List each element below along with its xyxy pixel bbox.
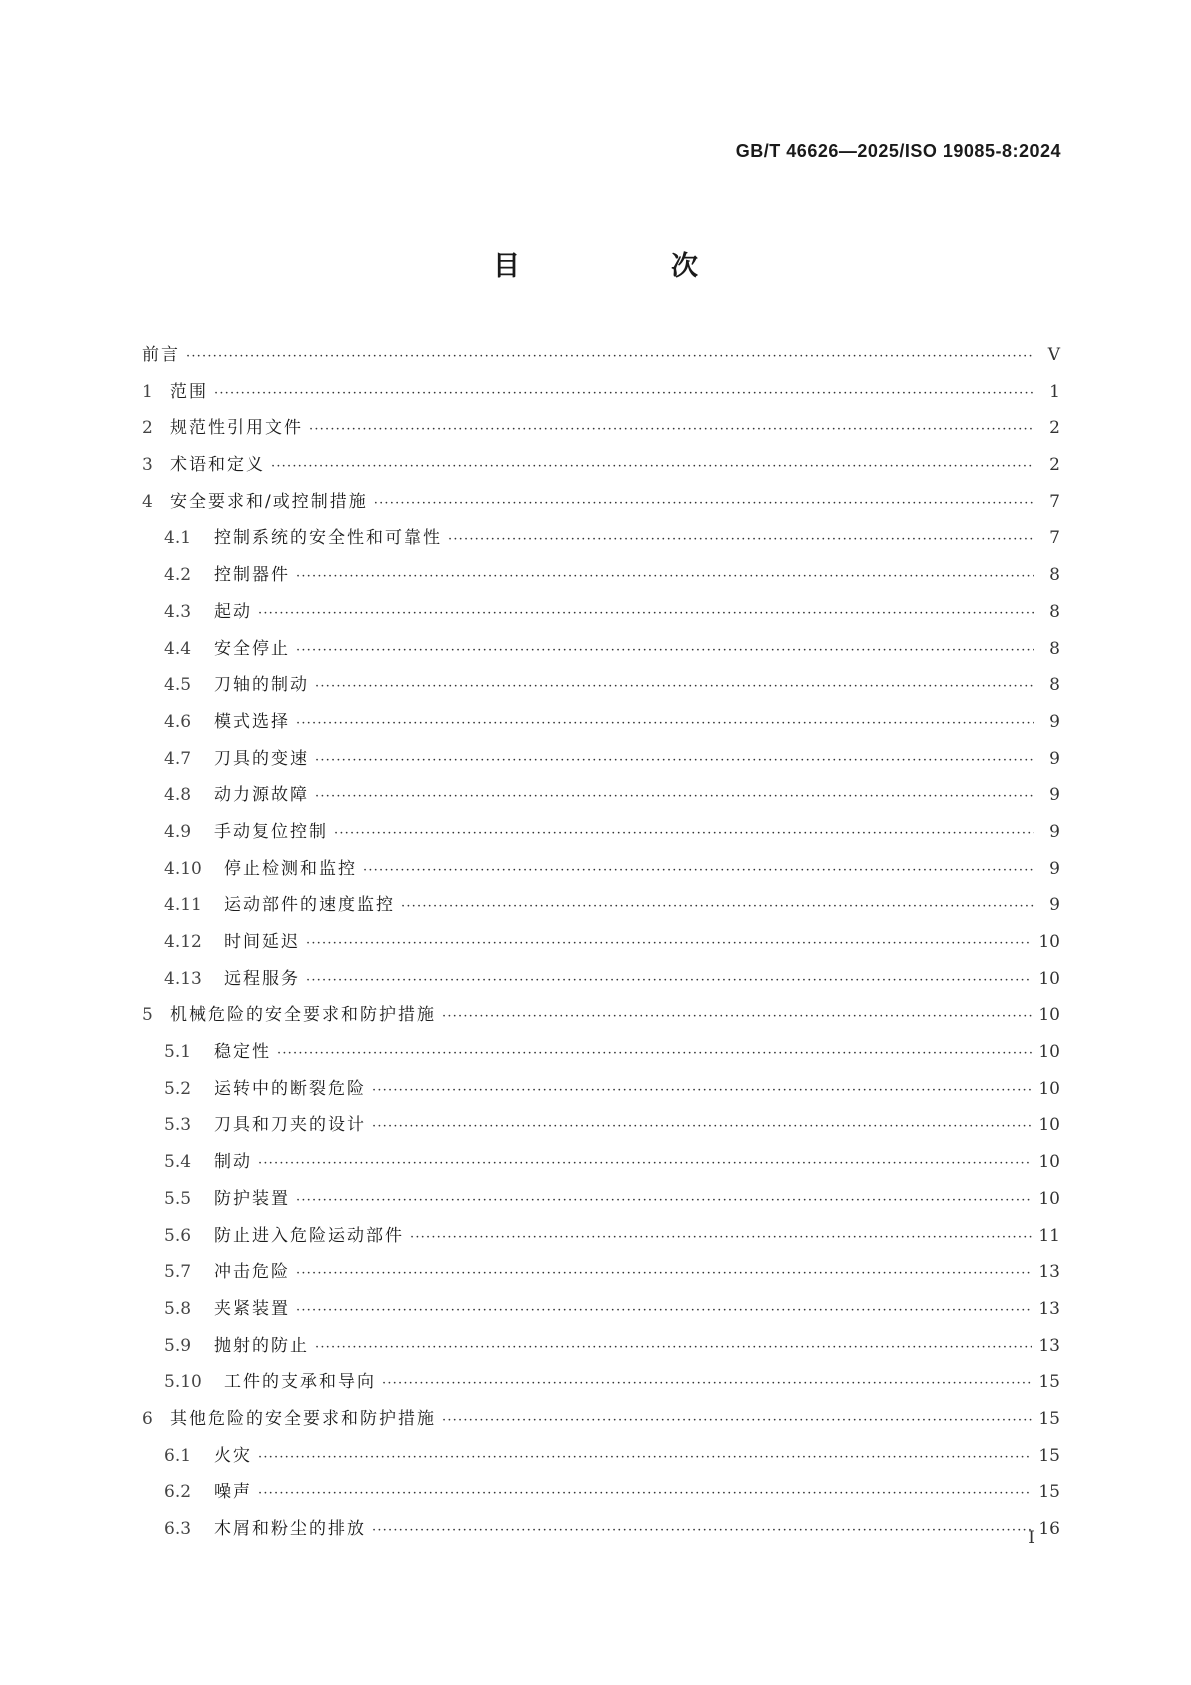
toc-leader-dots [214, 386, 1034, 401]
toc-entry[interactable] [142, 1037, 1060, 1074]
toc-entry-label: 范围 [170, 381, 208, 402]
toc-entry-label: 时间延迟 [224, 932, 300, 952]
toc-entry-page: 9 [1049, 821, 1060, 842]
toc-entry-number: 5.9 [164, 1335, 192, 1356]
toc-leader-dots [315, 753, 1034, 768]
toc-leader-dots [372, 1119, 1032, 1134]
toc-entry[interactable] [142, 413, 1060, 450]
toc-entry[interactable] [142, 744, 1060, 781]
toc-entry-label: 其他危险的安全要求和防护措施 [170, 1408, 436, 1429]
toc-entry-page: 10 [1038, 1078, 1060, 1099]
toc-entry-number: 4.4 [164, 638, 192, 659]
toc-entry-label: 工件的支承和导向 [224, 1372, 376, 1393]
toc-entry-label: 规范性引用文件 [170, 418, 303, 439]
toc-entry-label: 刀轴的制动 [214, 675, 309, 696]
toc-entry[interactable] [142, 854, 1060, 891]
toc-leader-dots [448, 532, 1034, 547]
toc-entry-label: 刀具和刀夹的设计 [214, 1115, 366, 1136]
toc-leader-dots [315, 789, 1034, 804]
toc-entry[interactable] [142, 1331, 1060, 1368]
toc-entry-number: 2 [142, 418, 153, 439]
toc-entry-page: 13 [1038, 1335, 1060, 1356]
toc-entry-label: 火灾 [214, 1445, 252, 1466]
toc-entry[interactable] [142, 964, 1060, 1001]
toc-entry-number: 4.7 [164, 748, 192, 769]
toc-entry-label: 噪声 [214, 1482, 252, 1503]
toc-entry-label: 控制器件 [214, 565, 290, 586]
toc-leader-dots [296, 716, 1034, 731]
toc-entry-page: 15 [1038, 1482, 1060, 1503]
toc-entry-number: 5.7 [164, 1262, 192, 1283]
toc-entry-label: 手动复位控制 [214, 821, 328, 842]
toc-leader-dots [442, 1413, 1032, 1428]
toc-leader-dots [296, 643, 1034, 658]
toc-entry-number: 4.13 [164, 968, 202, 989]
toc-entry-label: 前言 [142, 345, 180, 365]
toc-entry-number: 5.1 [164, 1042, 192, 1063]
toc-entry[interactable] [142, 1257, 1060, 1294]
toc-entry[interactable] [142, 377, 1060, 414]
toc-entry-page: 7 [1049, 528, 1060, 549]
toc-entry-page: 11 [1038, 1225, 1060, 1246]
toc-entry-page: 8 [1049, 601, 1060, 622]
toc-entry-number: 6.2 [164, 1482, 192, 1503]
toc-leader-dots [277, 1046, 1032, 1061]
toc-leader-dots [315, 1340, 1032, 1355]
toc-entry-page: 2 [1049, 455, 1060, 476]
toc-entry-page: 10 [1038, 1152, 1060, 1173]
toc-entry-number: 4.1 [164, 528, 192, 549]
toc-entry-label: 停止检测和监控 [224, 858, 357, 879]
toc-entry-page: 15 [1038, 1445, 1060, 1466]
toc-entry-number: 5.5 [164, 1188, 192, 1209]
toc-entry[interactable] [142, 1404, 1060, 1441]
toc-entry-label: 安全要求和/或控制措施 [170, 491, 368, 512]
toc-entry-page: 8 [1049, 638, 1060, 659]
table-of-contents [142, 340, 1060, 1551]
toc-leader-dots [334, 826, 1034, 841]
page-title: 目 次 [493, 251, 760, 282]
toc-entry-label: 动力源故障 [214, 785, 309, 806]
toc-entry-number: 4.9 [164, 821, 192, 842]
toc-entry-page: 10 [1038, 968, 1060, 989]
toc-leader-dots [410, 1230, 1032, 1245]
toc-entry-label: 夹紧装置 [214, 1298, 290, 1319]
toc-entry[interactable] [142, 1221, 1060, 1258]
toc-entry-number: 5.2 [164, 1078, 192, 1099]
toc-leader-dots [309, 422, 1034, 437]
toc-entry[interactable] [142, 1441, 1060, 1478]
toc-entry-page: 8 [1049, 565, 1060, 586]
toc-entry-page: 1 [1049, 381, 1060, 402]
toc-entry-number: 5.3 [164, 1115, 192, 1136]
toc-entry-page: 16 [1038, 1519, 1060, 1539]
toc-leader-dots [258, 1450, 1032, 1465]
toc-entry[interactable] [142, 450, 1060, 487]
toc-entry-page: 9 [1049, 711, 1060, 732]
toc-leader-dots [258, 606, 1034, 621]
toc-entry-label: 控制系统的安全性和可靠性 [214, 528, 442, 549]
toc-entry-page: 10 [1038, 1005, 1060, 1026]
toc-entry-label: 运转中的断裂危险 [214, 1078, 366, 1099]
toc-leader-dots [315, 679, 1034, 694]
toc-entry-number: 1 [142, 381, 153, 402]
toc-entry[interactable] [142, 1110, 1060, 1147]
toc-entry[interactable] [142, 634, 1060, 671]
toc-entry-number: 4.11 [164, 895, 202, 916]
toc-entry[interactable] [142, 927, 1060, 964]
toc-entry-page: 9 [1049, 895, 1060, 916]
toc-entry-page: 9 [1049, 858, 1060, 879]
toc-entry-page: 10 [1038, 1115, 1060, 1136]
toc-entry[interactable] [142, 1074, 1060, 1111]
toc-leader-dots [372, 1083, 1032, 1098]
toc-entry[interactable] [142, 707, 1060, 744]
toc-leader-dots [382, 1376, 1032, 1391]
toc-leader-dots [401, 899, 1034, 914]
toc-entry-label: 术语和定义 [170, 455, 265, 476]
toc-leader-dots [363, 863, 1034, 878]
toc-entry[interactable] [142, 560, 1060, 597]
toc-leader-dots [296, 1193, 1032, 1208]
toc-entry-label: 起动 [214, 601, 252, 622]
toc-entry[interactable] [142, 817, 1060, 854]
toc-leader-dots [296, 1303, 1032, 1318]
toc-entry-label: 运动部件的速度监控 [224, 895, 395, 916]
toc-leader-dots [258, 1486, 1032, 1501]
toc-entry-label: 制动 [214, 1152, 252, 1173]
toc-leader-dots [372, 1523, 1032, 1538]
toc-entry-label: 防护装置 [214, 1188, 290, 1209]
toc-entry-label: 稳定性 [214, 1042, 271, 1063]
standard-code: GB/T 46626—2025/ISO 19085-8:2024 [735, 141, 1061, 161]
toc-entry-number: 5.10 [164, 1372, 202, 1393]
toc-entry[interactable] [142, 780, 1060, 817]
toc-entry-page: 10 [1038, 1042, 1060, 1063]
toc-entry-page: V [1047, 345, 1060, 365]
toc-leader-dots [442, 1009, 1032, 1024]
toc-entry-page: 9 [1049, 785, 1060, 806]
toc-leader-dots [374, 496, 1034, 511]
toc-entry-label: 远程服务 [224, 968, 300, 989]
toc-entry[interactable] [142, 340, 1060, 377]
toc-entry-page: 7 [1049, 491, 1060, 512]
toc-entry-number: 4.12 [164, 932, 202, 952]
toc-entry-number: 4.5 [164, 675, 192, 696]
toc-entry-number: 3 [142, 455, 153, 476]
toc-entry-label: 模式选择 [214, 711, 290, 732]
toc-entry-page: 13 [1038, 1262, 1060, 1283]
toc-entry[interactable] [142, 1477, 1060, 1514]
toc-entry-label: 抛射的防止 [214, 1335, 309, 1356]
toc-entry-page: 13 [1038, 1298, 1060, 1319]
toc-entry[interactable] [142, 670, 1060, 707]
toc-entry-page: 10 [1038, 932, 1060, 952]
toc-leader-dots [258, 1156, 1032, 1171]
toc-entry-label: 刀具的变速 [214, 748, 309, 769]
toc-leader-dots [296, 569, 1034, 584]
toc-entry[interactable] [142, 890, 1060, 927]
toc-leader-dots [186, 349, 1034, 364]
toc-entry-number: 6.3 [164, 1519, 192, 1539]
toc-entry[interactable] [142, 487, 1060, 524]
toc-entry-label: 机械危险的安全要求和防护措施 [170, 1005, 436, 1026]
toc-entry-number: 5.6 [164, 1225, 192, 1246]
toc-leader-dots [296, 1266, 1032, 1281]
toc-leader-dots [271, 459, 1034, 474]
toc-entry-label: 安全停止 [214, 638, 290, 659]
toc-entry-number: 5.4 [164, 1152, 192, 1173]
toc-entry-number: 5 [142, 1005, 153, 1026]
toc-entry[interactable] [142, 1514, 1060, 1551]
toc-entry[interactable] [142, 1367, 1060, 1404]
toc-entry-label: 防止进入危险运动部件 [214, 1225, 404, 1246]
toc-entry-number: 4.8 [164, 785, 192, 806]
toc-entry-page: 15 [1038, 1372, 1060, 1393]
toc-entry-page: 9 [1049, 748, 1060, 769]
page-number: I [1028, 1528, 1035, 1548]
toc-entry[interactable] [142, 597, 1060, 634]
toc-entry-label: 冲击危险 [214, 1262, 290, 1283]
toc-entry-number: 4 [142, 491, 153, 512]
toc-entry[interactable] [142, 523, 1060, 560]
toc-entry[interactable] [142, 1147, 1060, 1184]
toc-entry-number: 4.3 [164, 601, 192, 622]
toc-entry-page: 10 [1038, 1188, 1060, 1209]
toc-entry-page: 8 [1049, 675, 1060, 696]
toc-entry-number: 4.10 [164, 858, 202, 879]
toc-entry[interactable] [142, 1000, 1060, 1037]
toc-entry[interactable] [142, 1294, 1060, 1331]
toc-entry-number: 5.8 [164, 1298, 192, 1319]
toc-entry[interactable] [142, 1184, 1060, 1221]
toc-entry-page: 2 [1049, 418, 1060, 439]
toc-entry-number: 6 [142, 1408, 153, 1429]
toc-entry-number: 4.2 [164, 565, 192, 586]
toc-leader-dots [306, 936, 1032, 951]
toc-leader-dots [306, 973, 1032, 988]
toc-entry-page: 15 [1038, 1408, 1060, 1429]
toc-entry-label: 木屑和粉尘的排放 [214, 1519, 366, 1539]
toc-entry-number: 4.6 [164, 711, 192, 732]
toc-entry-number: 6.1 [164, 1445, 192, 1466]
